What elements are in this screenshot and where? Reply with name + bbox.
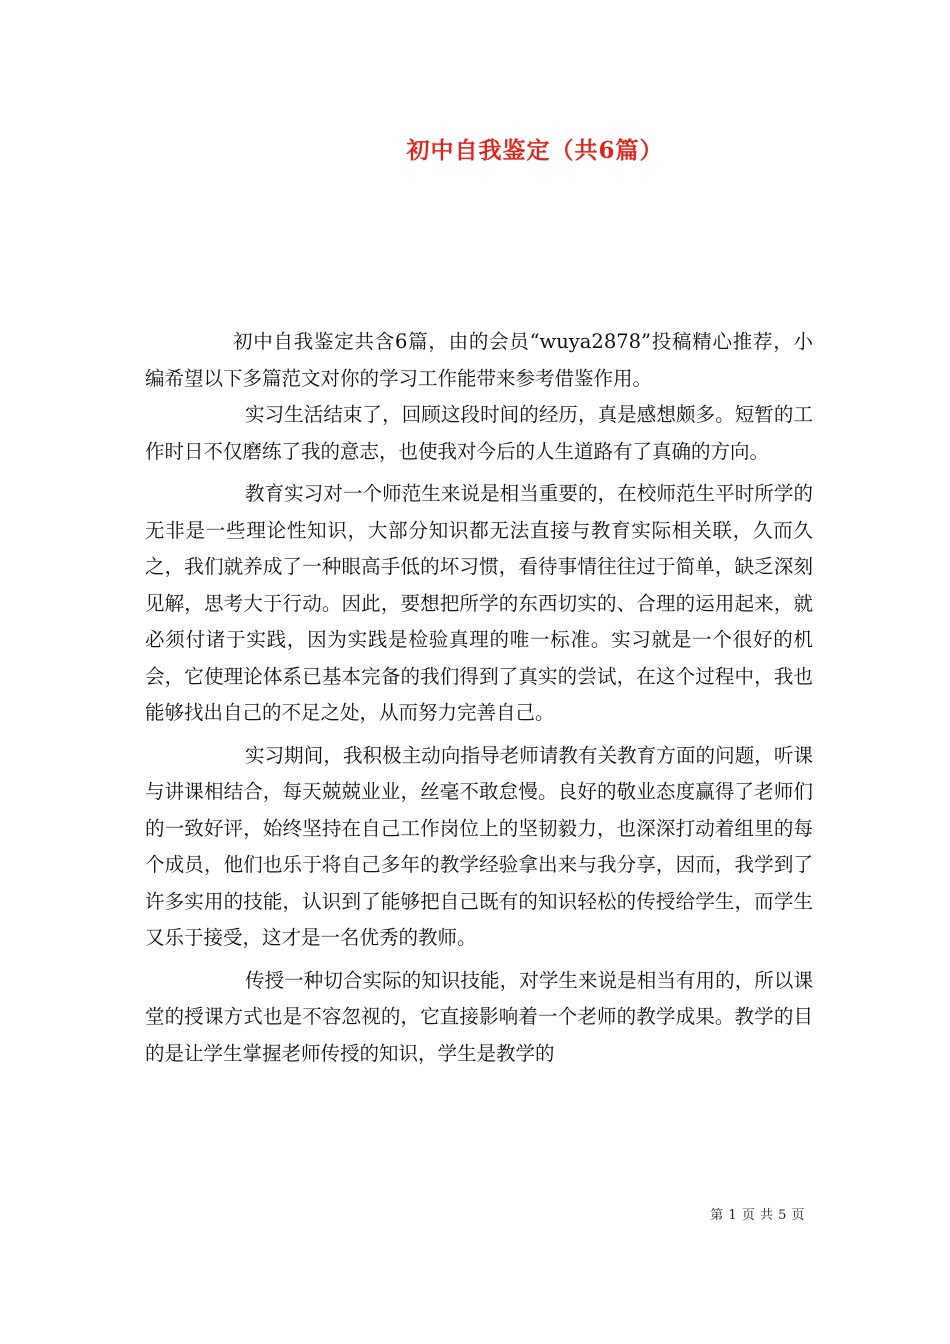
document-title: 初中自我鉴定（共6篇） xyxy=(406,137,664,164)
body-paragraph-2: 教育实习对一个师范生来说是相当重要的，在校师范生平时所学的无非是一些理论性知识，大部分知识都无法直接与教育实际相关联，久而久之，我们就养成了一种眼高手低的坏习惯，看待事情往往过于简单，缺乏深刻见解，思考大于行动。因此，要想把所学的东西切实的、合理的运用起来，就必须付诸于实践，因为实践是检验真理的唯一标准。实习就是一个很好的机会，它使理论体系已基本完备的我们得到了真实的尝试，在这个过程中，我也能够找出自己的不足之处，从而努力完善自己。 xyxy=(145,482,813,724)
page-number-footer: 第 1 页 共 5 页 xyxy=(710,1208,805,1223)
body-paragraph-4: 传授一种切合实际的知识技能，对学生来说是相当有用的，所以课堂的授课方式也是不容忽视的，它直接影响着一个老师的教学成果。教学的目的是让学生掌握老师传授的知识，学生是教学的 xyxy=(145,968,813,1065)
document-body xyxy=(145,324,813,1072)
intro-paragraph: 初中自我鉴定共含6篇，由的会员“wuya2878”投稿精心推荐，小编希望以下多篇范文对你的学习工作能带来参考借鉴作用。 xyxy=(145,330,813,390)
body-paragraph-3: 实习期间，我积极主动向指导老师请教有关教育方面的问题，听课与讲课相结合，每天兢兢业业，丝毫不敢怠慢。良好的敬业态度赢得了老师们的一致好评，始终坚持在自己工作岗位上的坚韧毅力，也深深打动着组里的每个成员，他们也乐于将自己多年的教学经验拿出来与我分享，因而，我学到了许多实用的技能，认识到了能够把自己既有的知识轻松的传授给学生，而学生又乐于接受，这才是一名优秀的教师。 xyxy=(145,743,813,949)
body-paragraph-1: 实习生活结束了，回顾这段时间的经历，真是感想颇多。短暂的工作时日不仅磨练了我的意志，也使我对今后的人生道路有了真确的方向。 xyxy=(145,403,813,463)
